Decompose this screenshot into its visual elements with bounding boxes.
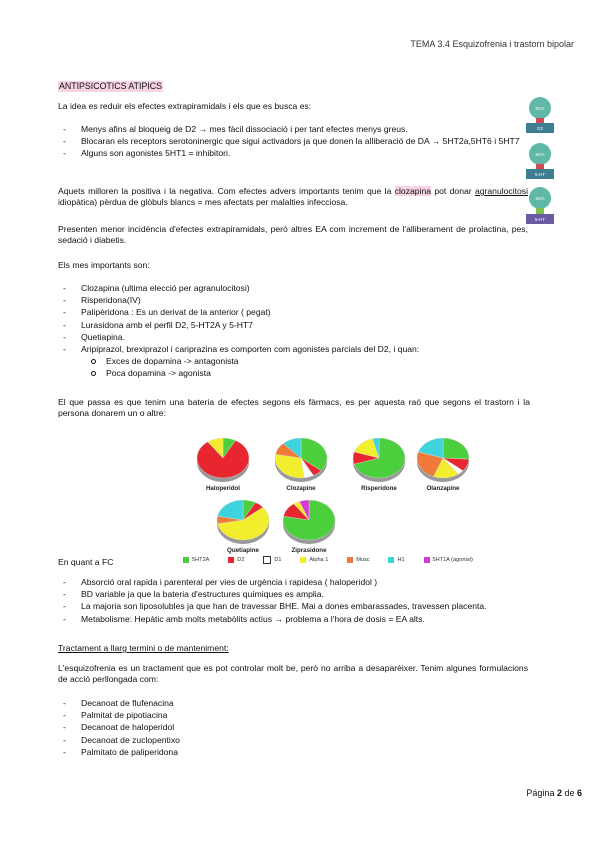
legend-label: D2: [237, 556, 245, 563]
list-item: - Palmitat de pipotiacina: [58, 710, 528, 721]
receptor-icons-svg: [520, 94, 560, 234]
bullets-long-acting: [58, 698, 528, 759]
chart-legend: [183, 556, 473, 564]
list-item: - La majoria son liposolubles ja que han de travessar BHE. Mai a dones embarassades, travessen placenta.: [58, 601, 528, 612]
svg-text:5-HT: 5-HT: [535, 217, 545, 222]
paragraph-battery: El que passa es que tenim una bateria de efectes segons els fàrmacs, es per aquesta raó que segons el trastorn i la persona donarem un o altre:: [58, 397, 530, 418]
legend-item: [263, 556, 281, 564]
legend-label: H1: [397, 556, 405, 563]
legend-item: [228, 556, 244, 564]
legend-label: 5HT2A: [192, 556, 210, 563]
legend-label: 5HT1A (agonist): [432, 556, 473, 563]
list-item: - Aripiprazol, brexiprazol i cariprazina es comporten com agonistes parcials del D2, i quan: Exces de dopamina -> antagonista Poca dopamina -> agonista: [58, 344, 528, 379]
legend-swatch: [183, 557, 189, 563]
list-item: - BD variable ja que la bateria d'estructures químiques es amplia.: [58, 589, 528, 600]
legend-label: D1: [274, 556, 282, 563]
sub-list: [81, 356, 528, 379]
sub-list-item: Poca dopamina -> agonista: [81, 368, 528, 379]
paragraph-important: Els mes importants son:: [58, 260, 150, 270]
pie-label: Ziprasidone: [291, 547, 327, 554]
pie-label: Haloperidol: [205, 485, 241, 492]
fc-label: En quant a FC: [58, 557, 114, 567]
legend-swatch: [424, 557, 430, 563]
legend-swatch: [300, 557, 306, 563]
pie-label: Olanzapine: [426, 485, 460, 492]
pie-clozapine: [275, 438, 327, 492]
pie-ziprasidone: [283, 500, 335, 554]
bullets-drugs: [58, 283, 528, 380]
receptor-icon-2: [526, 143, 554, 179]
list-item: - Blocaran els receptors serotoninergic que sigui activadors ja que donen la alliberació de DA → 5HT2a,5HT6 i 5HT7: [58, 136, 523, 147]
list-item: - Quetiapina.: [58, 332, 528, 343]
bullets-mechanism: [58, 124, 523, 161]
section-title: ANTIPSICOTICS ATIPICS: [59, 81, 162, 91]
list-item: - Absorció oral rapida i parenteral per vies de urgència i rapidesa ( haloperidol ): [58, 577, 528, 588]
pie-risperidone: [353, 438, 405, 492]
svg-text:D2: D2: [537, 126, 543, 131]
legend-swatch: [388, 557, 394, 563]
legend-item: [347, 556, 369, 564]
legend-swatch: [228, 557, 234, 563]
pie-chart-svg: [183, 432, 473, 560]
page-header: TEMA 3.4 Esquizofrenia i trastorn bipolar: [410, 39, 574, 49]
bullets-fc: [58, 577, 528, 626]
section2-title: Tractament a llarg termini o de manteniment:: [58, 643, 229, 653]
legend-item: [183, 556, 209, 564]
list-item: - Menys afins al bloqueig de D2 → mes fàcil dissociació i per tant efectes menys greus.: [58, 124, 523, 135]
svg-text:5GA: 5GA: [535, 196, 545, 201]
legend-label: Alpha 1: [309, 556, 329, 563]
list-item: - Clozapina (ultima elecció per agranulocitosi): [58, 283, 528, 294]
pie-label: Quetiapine: [227, 547, 259, 554]
pie-label: Clozapine: [286, 485, 316, 492]
receptor-icons: [520, 94, 560, 234]
highlight-clozapina: clozapina: [394, 186, 432, 196]
list-item: - Palipèridona : Es un derivat de la anterior ( pegat): [58, 307, 528, 318]
sub-list-item: Exces de dopamina -> antagonista: [81, 356, 528, 367]
paragraph-effects: Aquets milloren la positiva i la negativa. Com efectes advers importants tenim que la clozapina pot donar agranulocitosi idiopàtica) pèrdua de glòbuls blancs = mes afectats per malalties infecciosa.: [58, 186, 528, 207]
list-item: - Decanoat de haloperidol: [58, 722, 528, 733]
list-item: - Lurasidona amb el perfil D2, 5-HT2A y 5-HT7: [58, 320, 528, 331]
svg-text:5GA: 5GA: [535, 152, 545, 157]
pie-quetiapine: [217, 500, 269, 554]
legend-item: [300, 556, 328, 564]
paragraph-ea: Presenten menor incidència d'efectes extrapiramidals, però altres EA com increment de l'alliberament de prolactina, pes, sedació i diabetis.: [58, 224, 528, 245]
legend-item: [424, 556, 473, 564]
list-item: - Alguns son agonistes 5HT1 = inhibitori.: [58, 148, 523, 159]
underline-agranulocitosi: agranulocitosi: [474, 186, 528, 196]
list-item: - Decanoat de flufenacina: [58, 698, 528, 709]
pie-olanzapine: [417, 438, 469, 492]
receptor-icon-1: [526, 97, 554, 133]
list-item: - Risperidona(IV): [58, 295, 528, 306]
legend-swatch: [263, 556, 271, 564]
svg-text:5GA: 5GA: [535, 106, 545, 111]
list-item: - Decanoat de zuclopentixo: [58, 735, 528, 746]
paragraph-maintenance: L'esquizofrenia es un tractament que es pot controlar molt be, però no arriba a desaparèixer. Tenim algunes formulacions de acció perllongada com:: [58, 663, 528, 684]
receptor-icon-3: [526, 187, 554, 224]
legend-swatch: [347, 557, 353, 563]
pie-slice-h1: [217, 500, 243, 520]
legend-label: Musc: [356, 556, 370, 563]
list-item: - Metabolisme: Hepàtic amb molts metabòlits actius → problema a l'hora de dosis = EA alts.: [58, 614, 528, 625]
page-footer: Página 2 de 6: [526, 788, 582, 798]
intro-paragraph: La idea es reduir els efectes extrapiramidals i els que es busca es:: [58, 101, 312, 111]
pie-slice-5ht2a: [443, 438, 469, 459]
pie-haloperidol: [197, 438, 249, 492]
legend-item: [388, 556, 404, 564]
pie-label: Risperidone: [361, 485, 397, 492]
list-item: - Palmitato de paliperidona: [58, 747, 528, 758]
receptor-pie-chart: [183, 432, 473, 572]
svg-text:5-HT: 5-HT: [535, 172, 545, 177]
